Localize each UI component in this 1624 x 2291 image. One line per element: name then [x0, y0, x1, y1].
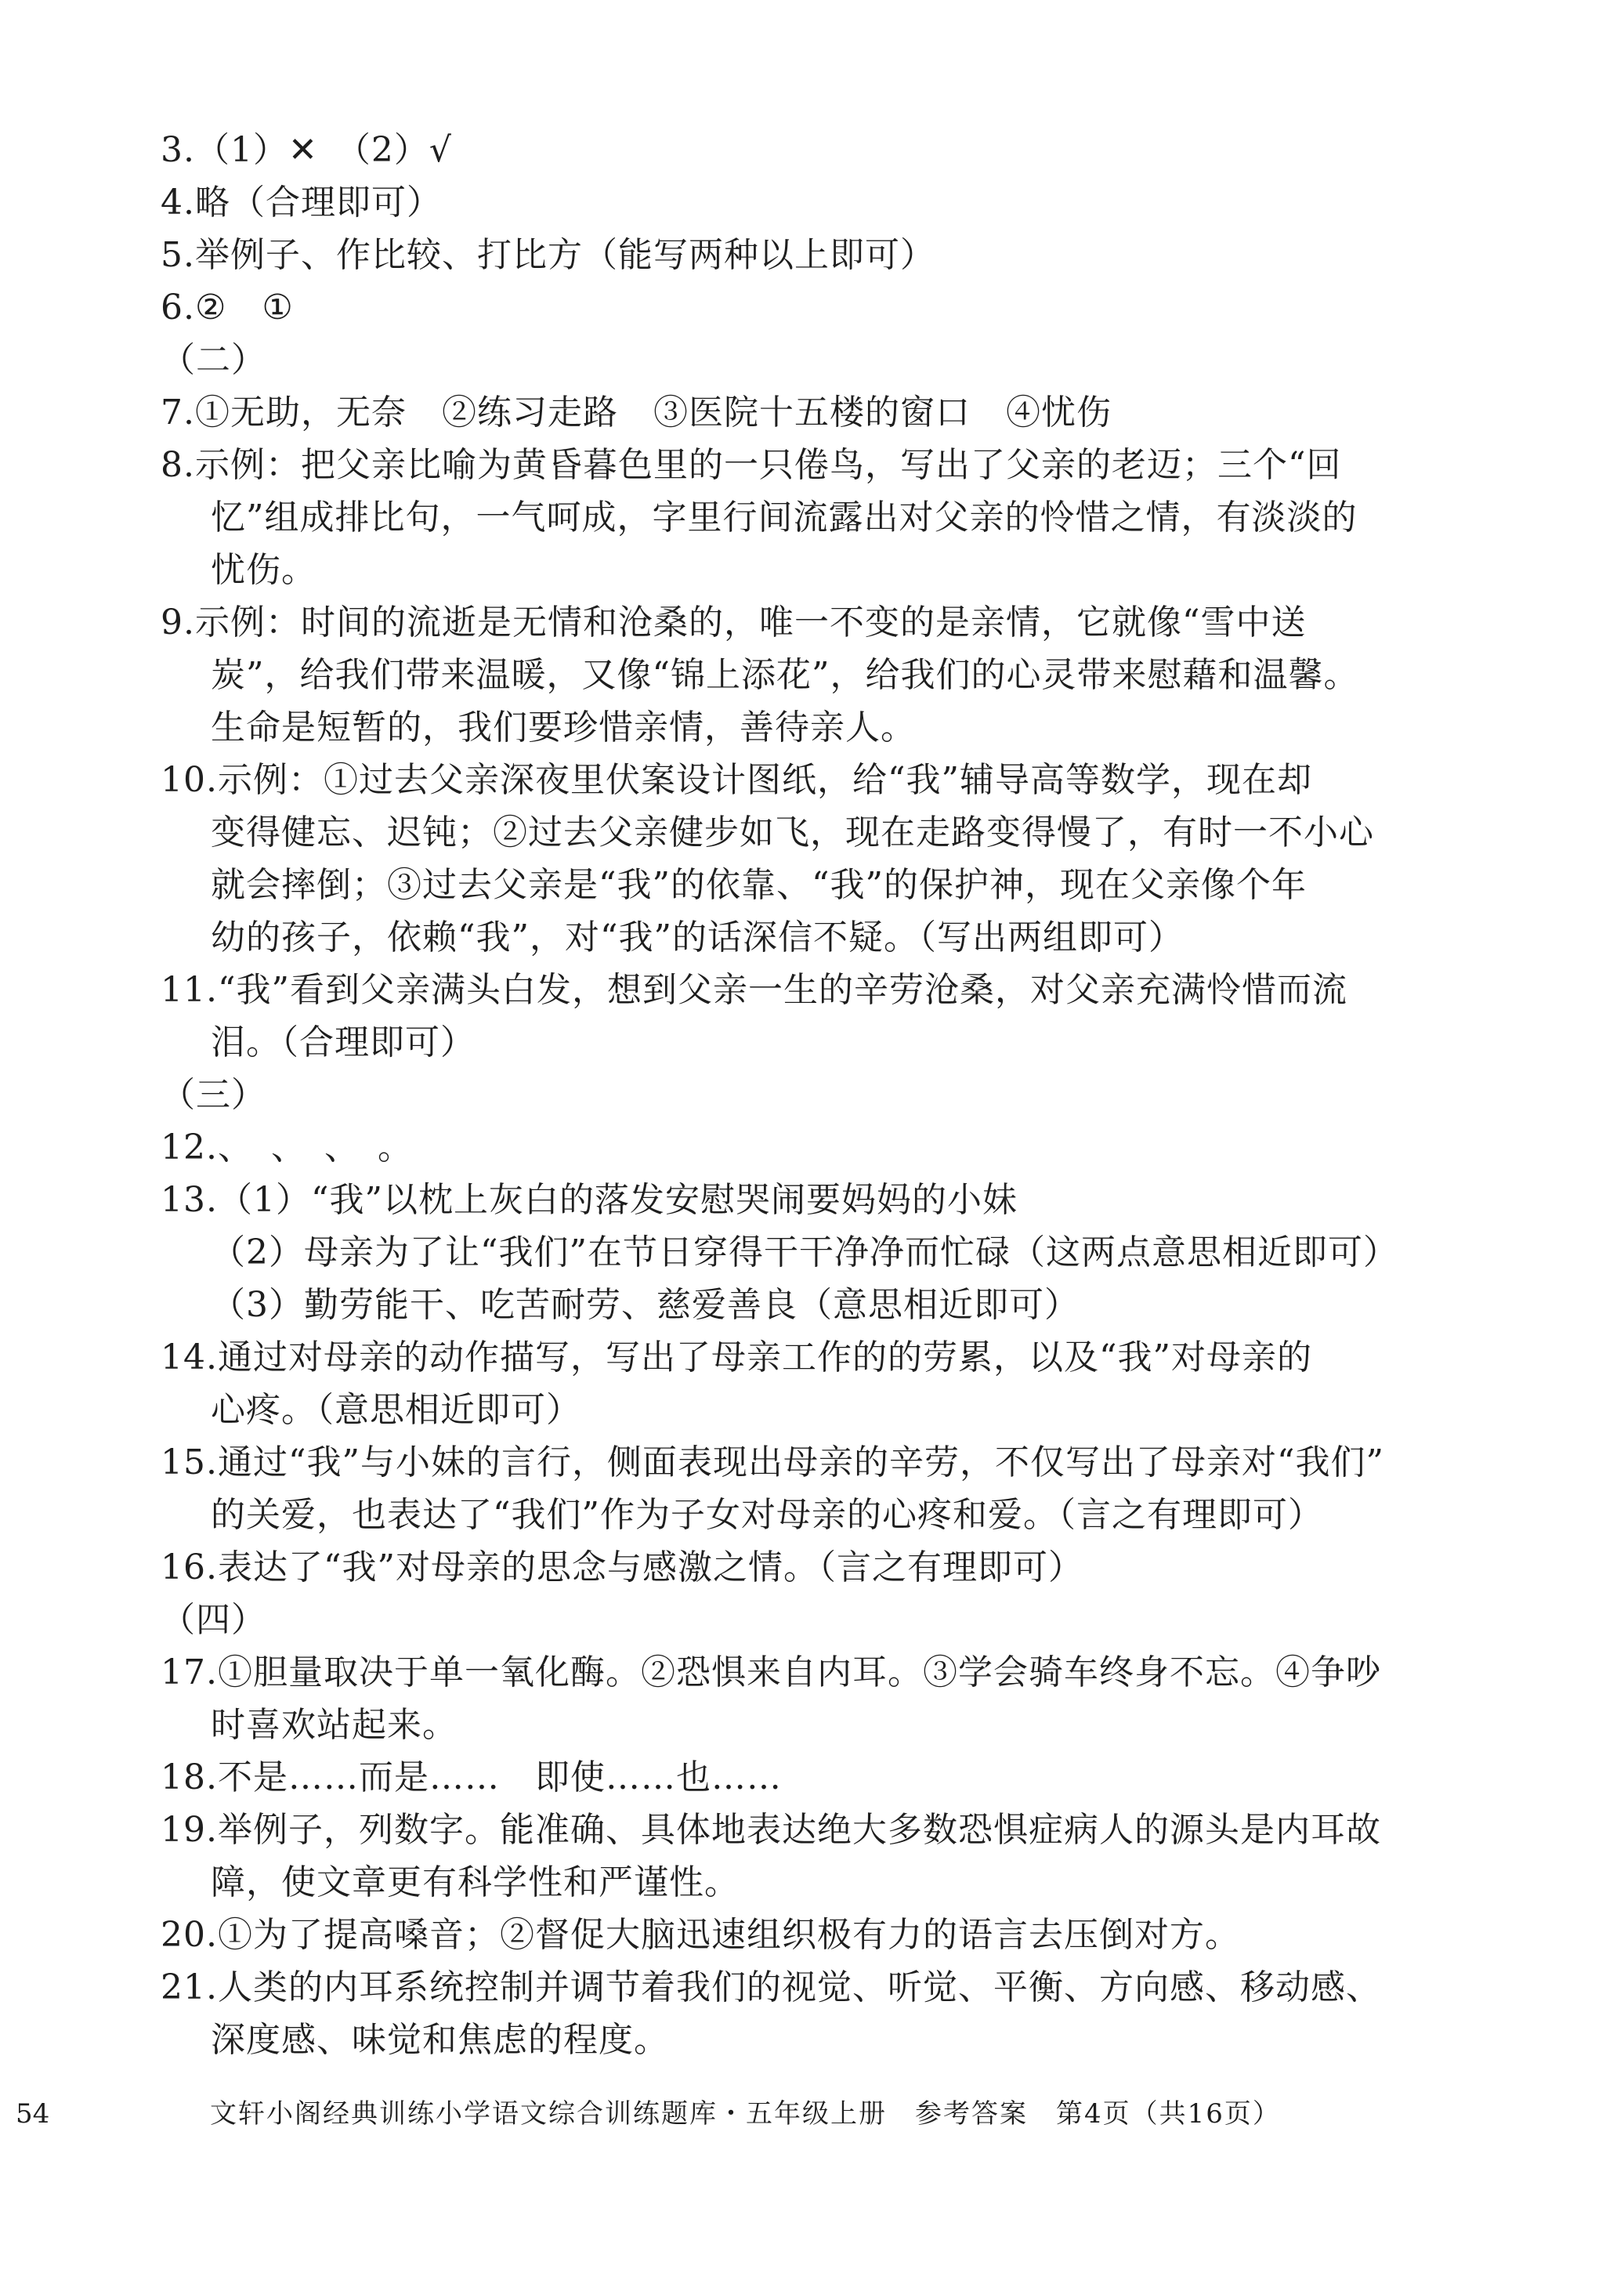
- answer-line: （四）: [161, 1600, 266, 1640]
- answer-line: 幼的孩子，依赖“我”，对“我”的话深信不疑。（写出两组即可）: [211, 917, 1184, 957]
- answer-line: 的关爱，也表达了“我们”作为子女对母亲的心疼和爱。（言之有理即可）: [211, 1495, 1323, 1535]
- answer-line: 8.示例：把父亲比喻为黄昏暮色里的一只倦鸟，写出了父亲的老迈；三个“回: [161, 445, 1342, 485]
- answer-line: （二）: [161, 340, 266, 380]
- answer-line: 忧伤。: [211, 550, 316, 590]
- answer-line: 5.举例子、作比较、打比方（能写两种以上即可）: [161, 235, 935, 275]
- answer-line: 泪。（合理即可）: [211, 1022, 476, 1062]
- answer-line: 7.①无助，无奈 ②练习走路 ③医院十五楼的窗口 ④忧伤: [161, 393, 1112, 433]
- answer-content: [161, 124, 1461, 2066]
- answer-line: 忆”组成排比句，一气呵成，字里行间流露出对父亲的怜惜之情，有淡淡的: [211, 498, 1358, 537]
- answer-line: 生命是短暂的，我们要珍惜亲情，善待亲人。: [211, 708, 916, 747]
- answer-line: 4.略（合理即可）: [161, 183, 442, 223]
- answer-line: 15.通过“我”与小妹的言行，侧面表现出母亲的辛劳，不仅写出了母亲对“我们”: [161, 1442, 1384, 1482]
- answer-line: 3.（1）✕ （2）√: [161, 130, 452, 170]
- answer-line: 深度感、味觉和焦虑的程度。: [211, 2020, 669, 2060]
- answer-line: 19.举例子，列数字。能准确、具体地表达绝大多数恐惧症病人的源头是内耳故: [161, 1810, 1381, 1850]
- answer-line: （三）: [161, 1075, 266, 1115]
- answer-line: 6.② ①: [161, 288, 294, 328]
- answer-line: 时喜欢站起来。: [211, 1705, 458, 1745]
- answer-line: 9.示例：时间的流逝是无情和沧桑的，唯一不变的是亲情，它就像“雪中送: [161, 603, 1307, 642]
- page-footer: 文轩小阁经典训练小学语文综合训练题库・五年级上册 参考答案 第4页（共16页）: [210, 2098, 1281, 2130]
- answer-line: （2）母亲为了让“我们”在节日穿得干干净净而忙碌（这两点意思相近即可）: [211, 1232, 1398, 1272]
- answer-line: 18.不是……而是…… 即使……也……: [161, 1757, 782, 1797]
- answer-line: 炭”，给我们带来温暖，又像“锦上添花”，给我们的心灵带来慰藉和温馨。: [211, 655, 1359, 695]
- answer-line: 就会摔倒；③过去父亲是“我”的依靠、“我”的保护神，现在父亲像个年: [211, 865, 1307, 905]
- answer-line: 17.①胆量取决于单一氧化酶。②恐惧来自内耳。③学会骑车终身不忘。④争吵: [161, 1652, 1381, 1692]
- answer-line: 心疼。（意思相近即可）: [211, 1390, 581, 1430]
- answer-line: 变得健忘、迟钝；②过去父亲健步如飞，现在走路变得慢了，有时一不小心: [211, 813, 1374, 852]
- answer-line: 11.“我”看到父亲满头白发，想到父亲一生的辛劳沧桑，对父亲充满怜惜而流: [161, 970, 1347, 1010]
- answer-line: 21.人类的内耳系统控制并调节着我们的视觉、听觉、平衡、方向感、移动感、: [161, 1967, 1381, 2007]
- answer-line: 13.（1）“我”以枕上灰白的落发安慰哭闹要妈妈的小妹: [161, 1180, 1018, 1220]
- answer-line: 20.①为了提高嗓音；②督促大脑迅速组织极有力的语言去压倒对方。: [161, 1915, 1240, 1955]
- answer-line: 障，使文章更有科学性和严谨性。: [211, 1862, 740, 1902]
- answer-line: 10.示例：①过去父亲深夜里伏案设计图纸，给“我”辅导高等数学，现在却: [161, 760, 1312, 800]
- answer-line: 12.、 、 、 。: [161, 1127, 413, 1167]
- page-number: 54: [16, 2098, 50, 2130]
- answer-line: 16.表达了“我”对母亲的思念与感激之情。（言之有理即可）: [161, 1547, 1083, 1587]
- answer-line: 14.通过对母亲的动作描写，写出了母亲工作的的劳累，以及“我”对母亲的: [161, 1337, 1312, 1377]
- answer-line: （3）勤劳能干、吃苦耐劳、慈爱善良（意思相近即可）: [211, 1285, 1080, 1325]
